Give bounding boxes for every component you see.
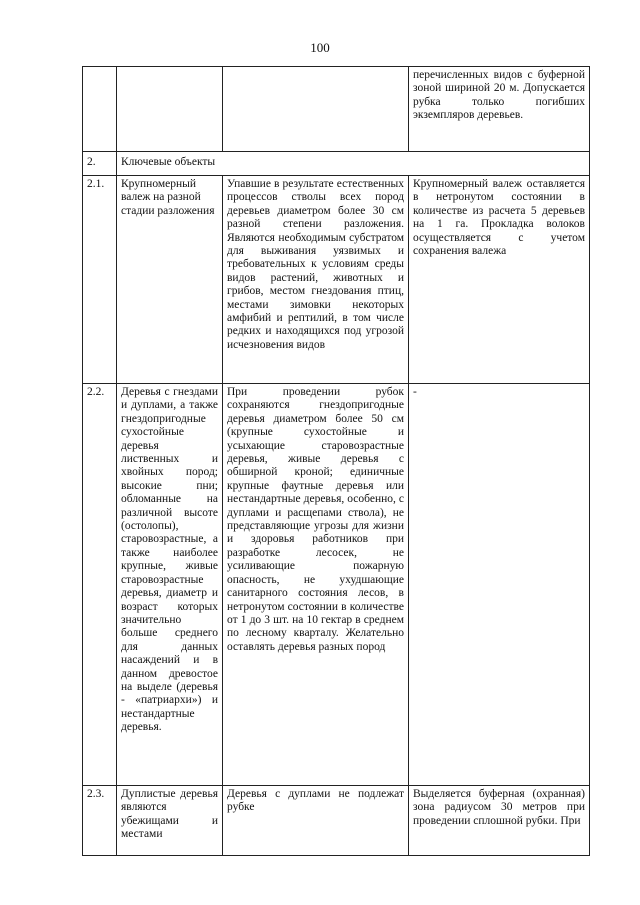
section-num: 2. — [83, 152, 117, 176]
cell-num: 2.2. — [83, 384, 117, 786]
cell-description — [223, 67, 409, 152]
cell-object: Крупномерный валеж на разной стадии разложения — [117, 176, 223, 384]
cell-requirements: - — [409, 384, 590, 786]
table-row — [83, 384, 590, 786]
cell-requirements: перечисленных видов с буферной зоной шириной 20 м. Допускается рубка только погибших экземпляров деревьев. — [409, 67, 590, 152]
section-row — [83, 152, 590, 176]
table-row — [83, 67, 590, 152]
cell-object — [117, 67, 223, 152]
key-objects-table — [82, 66, 590, 856]
section-title: Ключевые объекты — [117, 152, 590, 176]
cell-num — [83, 67, 117, 152]
table-row — [83, 786, 590, 856]
cell-description: Деревья с дуплами не подлежат рубке — [223, 786, 409, 856]
cell-object: Деревья с гнездами и дуплами, а также гнездопригодные сухостойные деревья лиственных и хвойных пород; высокие пни; обломанные на различной высоте (остолопы), старовозрастные, а также наиболее крупные, живые старовозрастные деревья, диаметр и возраст которых значительно больше среднего для данных насаждений и в данном древостое на выделе (деревья - «патриархи») и нестандартные деревья. — [117, 384, 223, 786]
cell-requirements: Выделяется буферная (охранная) зона радиусом 30 метров при проведении сплошной рубки. При — [409, 786, 590, 856]
cell-num: 2.1. — [83, 176, 117, 384]
table-row — [83, 176, 590, 384]
cell-requirements: Крупномерный валеж оставляется в нетронутом состоянии в количестве из расчета 5 деревьев на 1 га. Прокладка волоков осуществляется с учетом сохранения валежа — [409, 176, 590, 384]
cell-description: Упавшие в результате естественных процессов стволы всех пород деревьев диаметром более 30 см разной степени разложения. Являются необходимым субстратом для выживания уязвимых и требовательных к условиям среды видов растений, животных и грибов, местом гнездования птиц, местами зимовки некоторых амфибий и рептилий, в том числе редких и находящихся под угрозой исчезновения видов — [223, 176, 409, 384]
cell-object: Дуплистые деревья являются убежищами и местами — [117, 786, 223, 856]
cell-num: 2.3. — [83, 786, 117, 856]
cell-description: При проведении рубок сохраняются гнездопригодные деревья диаметром более 50 см (крупные сухостойные и усыхающие старовозрастные деревья, живые деревья с обширной кроной; единичные крупные фаутные деревья или нестандартные деревья, особенно, с дуплами и расщепами ствола), не представляющие угрозы для жизни и здоровья работников при разработке лесосек, не усиливающие пожарную опасность, не ухудшающие санитарного состояния лесов, в нетронутом состоянии в количестве от 1 до 3 шт. на 10 гектар в среднем по лесному кварталу. Желательно оставлять деревья разных пород — [223, 384, 409, 786]
page-number: 100 — [310, 40, 330, 55]
